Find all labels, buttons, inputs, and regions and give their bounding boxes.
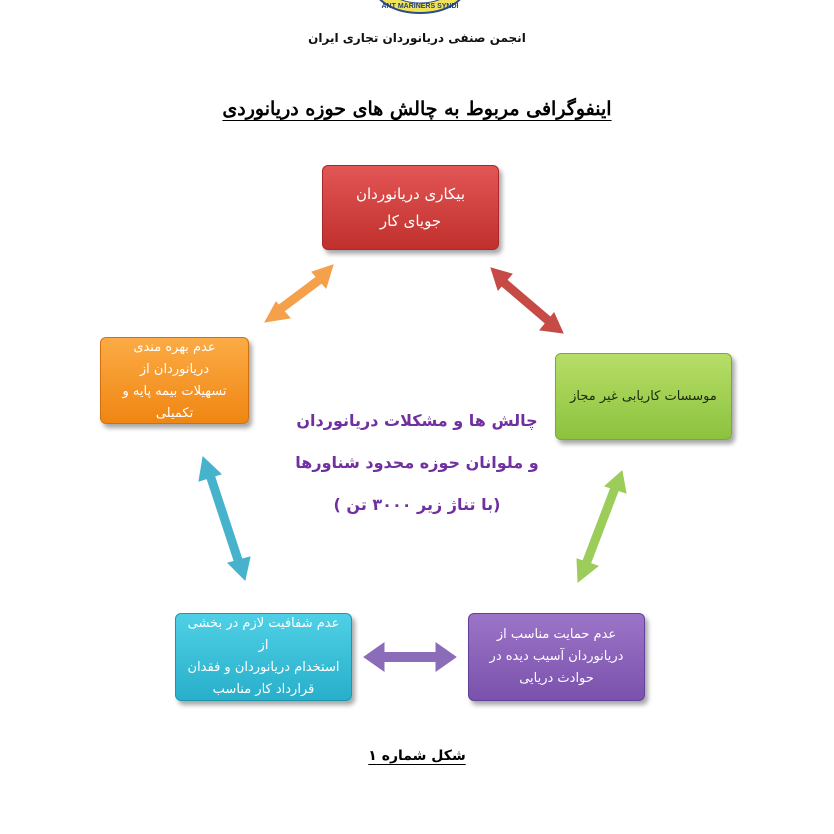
box-support-line2: دریانوردان آسیب دیده در xyxy=(489,649,624,664)
organization-name: انجمن صنفی دریانوردان تجاری ایران xyxy=(308,31,526,45)
box-support-line1: عدم حمایت مناسب از xyxy=(496,627,617,642)
arrow-left-down-shaft xyxy=(210,475,239,563)
box-agencies-line1: موسسات کاریابی غیر مجاز xyxy=(570,388,717,404)
arrow-left-down-head-a xyxy=(199,457,221,481)
center-text-line3: (با تناژ زیر ۳۰۰۰ تن ) xyxy=(333,495,501,514)
center-text-line1: چالش ها و مشکلات دریانوردان xyxy=(296,411,538,430)
arrow-right-down-head-a xyxy=(605,471,626,493)
arrow-right-down xyxy=(577,471,626,582)
logo-text: ANT MARINERS SYNDI xyxy=(381,3,459,10)
box-unemployment xyxy=(322,165,499,250)
box-support-line3: حوادث دریایی xyxy=(519,671,594,686)
center-text-line2: و ملوانان حوزه محدود شناورها xyxy=(295,453,539,472)
box-transparency-line2: استخدام دریانوردان و فقدان xyxy=(187,660,340,675)
box-transparency-line1: عدم شفافیت لازم در بخشی از xyxy=(187,616,340,653)
box-unemployment-line1: بیکاری دریانوردان xyxy=(356,184,466,203)
box-unemployment-line2: جویای کار xyxy=(379,211,442,230)
box-insurance-line2: تسهیلات بیمه پایه و تکمیلی xyxy=(122,383,227,421)
box-support xyxy=(468,613,645,701)
arrow-left-down xyxy=(199,457,250,580)
arrow-bottom-head-b xyxy=(436,643,456,671)
box-insurance-line1: عدم بهره مندی دریانوردان از xyxy=(133,339,216,377)
center-text xyxy=(250,400,584,526)
box-transparency-line3: قرارداد کار مناسب xyxy=(212,682,315,697)
arrow-top-left-shaft xyxy=(279,277,323,310)
arrow-top-left xyxy=(265,265,333,322)
arrow-right-down-head-b xyxy=(577,559,598,582)
arrow-right-down-shaft xyxy=(586,488,615,564)
page-title-text: اینفوگرافی مربوط به چالش های حوزه دریانوردی xyxy=(222,98,612,120)
arrow-top-right xyxy=(491,268,563,333)
arrow-bottom-head-a xyxy=(364,643,384,671)
figure-caption-text: شکل شماره ۱ xyxy=(368,748,466,764)
arrow-bottom xyxy=(364,643,456,671)
figure-caption xyxy=(0,748,834,764)
box-insurance xyxy=(100,337,249,424)
box-transparency xyxy=(175,613,352,701)
arrow-left-down-head-b xyxy=(228,557,250,580)
arrow-top-right-shaft xyxy=(502,281,550,322)
